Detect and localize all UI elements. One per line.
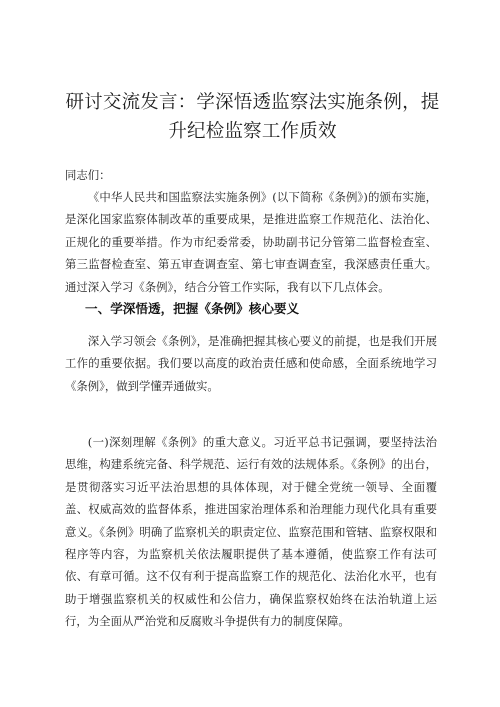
section-heading-1: 一、学深悟透，把握《条例》核心要义 — [85, 301, 300, 316]
paragraph-subsection-1: (一)深刻理解《条例》的重大意义。习近平总书记强调，要坚持法治思维，构建系统完备、科学规范、运行有效的法规体系。《条例》的出台，是贯彻落实习近平法治思想的具体体现，对于健全党统一领导、全面覆盖、权威高效的监督体系，推进国家治理体系和治理能力现代化具有重要意义。《条例》明确了监察机关的职责定位、监察范围和管辖、监察权限和程序等内容，为监察机关依法履职提供了基本遵循，使监察工作有法可依、有章可循。这不仅有利于提高监察工作的规范化、法治化水平，也有助于增强监察机关的权威性和公信力，确保监察权始终在法治轨道上运行，为全面从严治党和反腐败斗争提供有力的制度保障。 — [65, 435, 437, 629]
salutation: 同志们： — [65, 168, 111, 182]
document-title: 研讨交流发言：学深悟透监察法实施条例，提升纪检监察工作质效 — [65, 92, 440, 142]
paragraph-intro: 《中华人民共和国监察法实施条例》(以下简称《条例》)的颁布实施，是深化国家监察体制改革的重要成果，是推进监察工作规范化、法治化、正规化的重要举措。作为市纪委常委，协助副书记分管第二监督检查室、第三监督检查室、第五审查调查室、第七审查调查室，我深感责任重大。通过深入学习《条例》，结合分管工作实际，我有以下几点体会。 — [65, 190, 437, 294]
paragraph-section-intro: 深入学习领会《条例》，是准确把握其核心要义的前提，也是我们开展工作的重要依据。我们要以高度的政治责任感和使命感，全面系统地学习《条例》，做到学懂弄通做实。 — [65, 334, 437, 393]
